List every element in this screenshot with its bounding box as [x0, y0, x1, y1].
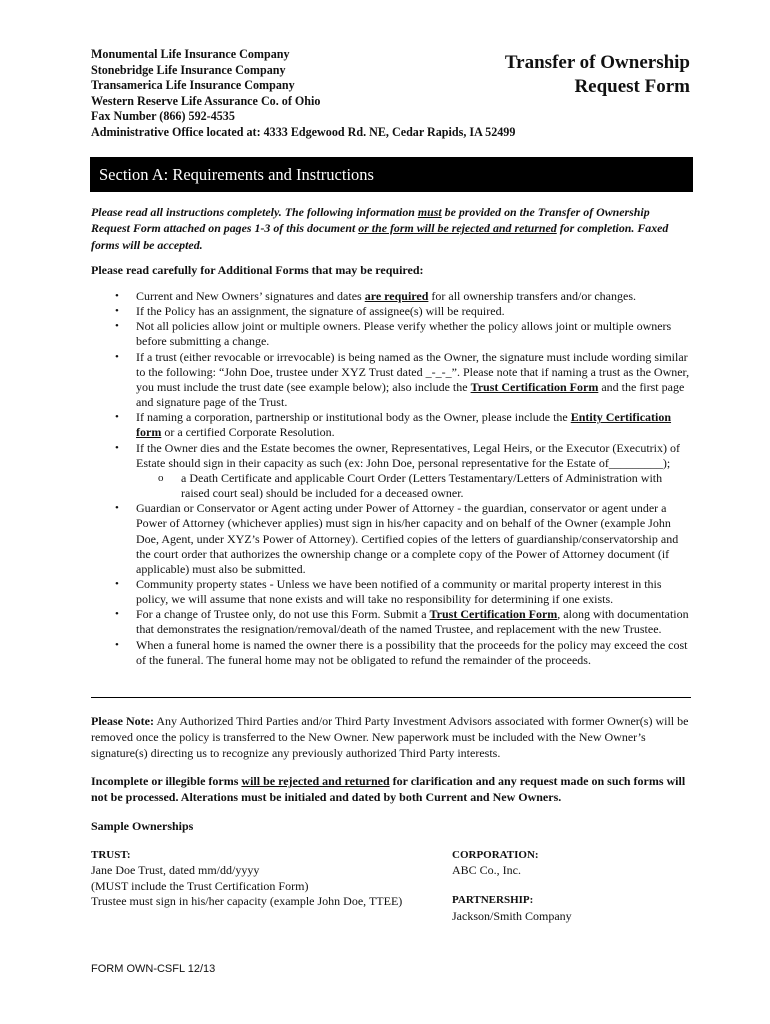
intro-must: must: [417, 205, 442, 219]
trust-line: Trustee must sign in his/her capacity (example John Doe, TTEE): [91, 893, 403, 908]
intro-text: for completion. Faxed forms will be accepted.: [91, 221, 669, 252]
entity-certification-form-link: Entity Certification form: [136, 410, 672, 440]
sub-list-item: o a Death Certificate and applicable Court Order (Letters Testamentary/Letters of Administration with raised court seal) should be included for a deceased owner.: [158, 470, 663, 501]
bullet-icon: •: [115, 638, 119, 651]
trust-line: Jane Doe Trust, dated mm/dd/yyyy: [91, 863, 260, 878]
corporation-example: [452, 848, 539, 879]
form-id-footer: FORM OWN-CSFL 12/13: [91, 963, 216, 975]
bullet-icon: •: [115, 411, 119, 424]
additional-forms-heading: Please read carefully for Additional Forms that may be required:: [91, 263, 424, 277]
bullet-icon: •: [115, 608, 119, 621]
list-item: • If a trust (either revocable or irrevocable) is being named as the Owner, the signature must include wording similar to the following: “John Doe, trustee under XYZ Trust dated _-_-_”. Please note that if naming a trust as the Owner, you must include the trust date (see example below); also include the Trust Certification Form and the first page and signature page of the Trust.: [115, 349, 690, 410]
bullet-icon: •: [115, 350, 119, 363]
list-item: • For a change of Trustee only, do not use this Form. Submit a Trust Certification Form, along with documentation that demonstrates the resignation/removal/death of the named Trustee, and replacement with the new Trustee.: [115, 607, 689, 637]
company-header: [91, 47, 515, 141]
trust-certification-form-link: Trust Certification Form: [470, 379, 599, 394]
sample-ownerships-heading: Sample Ownerships: [91, 819, 194, 833]
please-note-label: Please Note:: [91, 714, 154, 728]
rejection-warning: Incomplete or illegible forms will be rejected and returned for clarification and any request made on such forms will not be processed. Alterations must be initialed and dated by both Current and New Owners.: [91, 774, 686, 804]
list-item: • If naming a corporation, partnership or institutional body as the Owner, please include the Entity Certification form or a certified Corporate Resolution.: [115, 410, 672, 440]
bullet-icon: •: [115, 305, 119, 318]
list-item: • Community property states - Unless we have been notified of a community or marital property interest in this policy, we will assume that none exists and will take no responsibility for determining if one exists.: [115, 576, 662, 607]
bullet-icon: •: [115, 290, 119, 302]
fax-number: Fax Number (866) 592-4535: [91, 109, 235, 124]
list-item: • When a funeral home is named the owner there is a possibility that the proceeds for the policy may exceed the cost of the funeral. The funeral home may not be obligated to refund the remainder of the proceeds.: [115, 637, 688, 667]
corporation-heading: CORPORATION:: [452, 849, 539, 861]
company-line: Transamerica Life Insurance Company: [91, 78, 295, 93]
form-title-line1: Transfer of Ownership: [504, 52, 690, 73]
requirements-list: [91, 289, 691, 668]
required-emphasis: are required: [364, 289, 429, 303]
office-address: Administrative Office located at: 4333 Edgewood Rd. NE, Cedar Rapids, IA 52499: [91, 124, 516, 139]
intro-paragraph: [91, 204, 691, 253]
trust-certification-form-link: Trust Certification Form: [429, 607, 558, 622]
section-divider: [91, 697, 691, 698]
please-note-paragraph: Please Note: Any Authorized Third Parties and/or Third Party Investment Advisors associated with former Owner(s) will be removed once the policy is transferred to the New Owner. New paperwork must be included with the New Owner’s signature(s) directing us to recognize any previously authorized Third Party interests.: [91, 714, 689, 760]
company-line: Stonebridge Life Insurance Company: [91, 62, 286, 77]
trust-line: (MUST include the Trust Certification Form): [91, 878, 309, 893]
list-item: • If the Owner dies and the Estate becomes the owner, Representatives, Legal Heirs, or the Executor (Executrix) of Estate should sign in their capacity as such (ex: John Doe, personal representative for the Estate of_________);: [115, 440, 680, 470]
form-title: [505, 51, 690, 98]
form-title-line2: Request Form: [574, 75, 690, 97]
trust-example: [91, 848, 402, 909]
corporation-line: ABC Co., Inc.: [452, 863, 521, 878]
partnership-heading: PARTNERSHIP:: [452, 894, 534, 906]
bullet-icon: •: [115, 441, 119, 454]
partnership-example: [452, 893, 572, 924]
company-line: Western Reserve Life Assurance Co. of Ohio: [91, 93, 321, 108]
intro-text: Please read all instructions completely. The following information: [91, 205, 418, 219]
list-item: • Guardian or Conservator or Agent acting under Power of Attorney - the guardian, conservator or agent under a Power of Attorney (whichever applies) must sign in his/her capacity and on behalf of the Owner (example John Doe, Agent, under XYZ’s Power of Attorney). Certified copies of the letters of guardianship/conservatorship and the court order that authorizes the ownership change or a complete copy of the Power of Attorney document (if applicable) must also be submitted.: [115, 501, 679, 576]
trust-heading: TRUST:: [91, 849, 131, 861]
section-a-heading: Section A: Requirements and Instructions: [90, 157, 693, 192]
intro-text: be provided on the Transfer of Ownership Request Form attached on pages 1-3 of this document: [91, 205, 650, 236]
partnership-line: Jackson/Smith Company: [452, 908, 572, 923]
list-item: • Current and New Owners’ signatures and dates are required for all ownership transfers and/or changes.: [115, 289, 636, 303]
list-item: • If the Policy has an assignment, the signature of assignee(s) will be required.: [115, 304, 505, 319]
intro-reject-warning: or the form will be rejected and returned: [358, 221, 557, 236]
sub-bullet-icon: o: [158, 471, 164, 484]
bullet-icon: •: [115, 320, 119, 333]
bullet-icon: •: [115, 577, 119, 590]
bullet-icon: •: [115, 502, 119, 515]
company-line: Monumental Life Insurance Company: [91, 47, 290, 61]
list-item: • Not all policies allow joint or multiple owners. Please verify whether the policy allows joint or multiple owners before submitting a change.: [115, 319, 672, 349]
rejected-emphasis: will be rejected and returned: [241, 774, 390, 788]
